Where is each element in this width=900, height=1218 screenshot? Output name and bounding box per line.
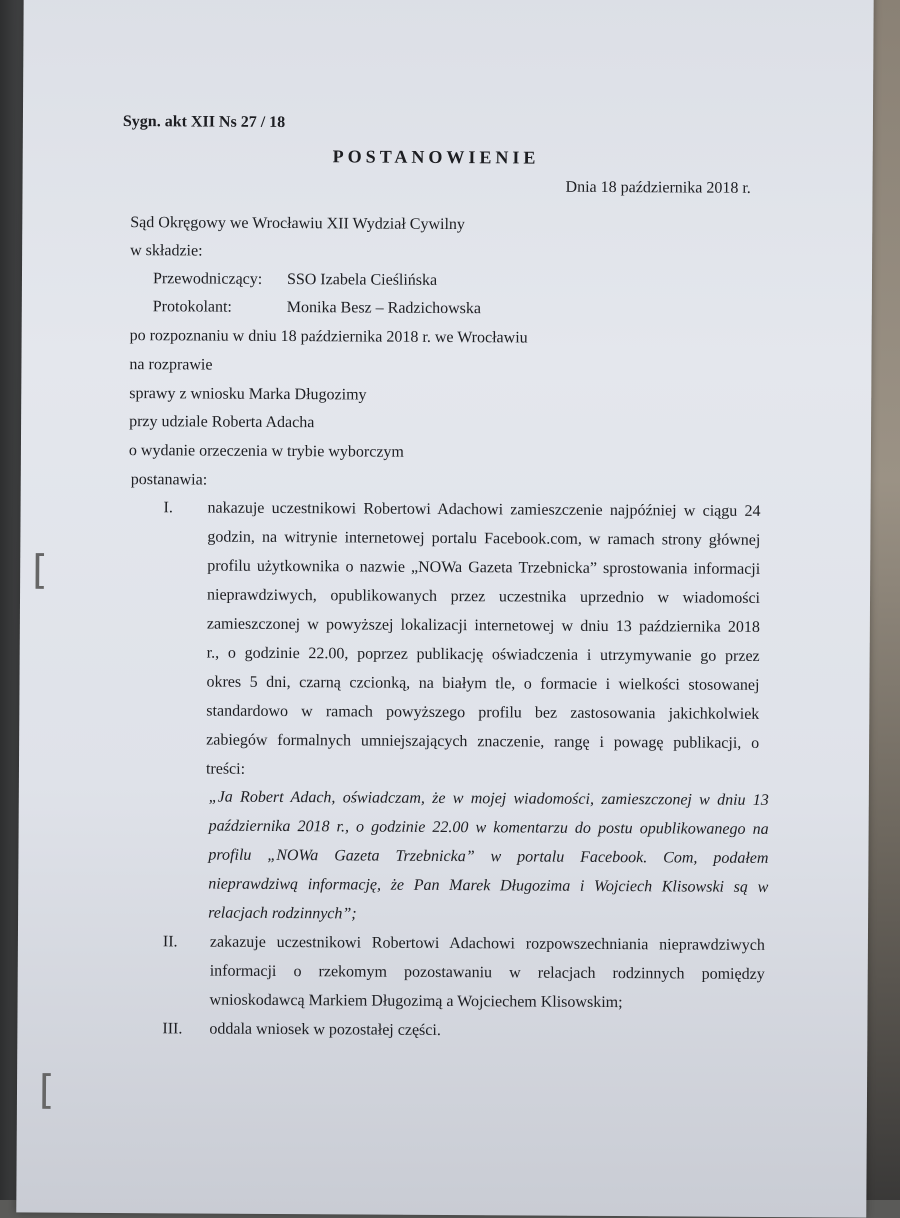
case-signature: Sygn. akt XII Ns 27 / 18: [122, 113, 286, 132]
quote-line: października 2018 r., o godzinie 22.00 w komentarzu do postu opublikowanego na: [208, 817, 769, 838]
clerk-name: Monika Besz – Radzichowska: [286, 299, 482, 318]
quote-line: „Ja Robert Adach, oświadczam, że w mojej wiadomości, zamieszczonej w dniu 13: [208, 788, 769, 809]
subject-line: o wydanie orzeczenia w trybie wyborczym: [128, 442, 404, 461]
point-1-line: nakazuje uczestnikowi Robertowi Adachowi zamieszczenie najpóźniej w ciągu 24: [207, 499, 761, 520]
point-2-number: II.: [162, 933, 178, 951]
margin-bracket-mark: [: [38, 1067, 55, 1114]
point-1-line: zabiegów formalnych umniejszających znaczenie, rangę i powagę publikacji, o: [206, 731, 760, 752]
point-1-line: okres 5 dni, czarną czcionką, na białym tle, o formacie i wielkości stosowanej: [206, 673, 760, 694]
document-date: Dnia 18 października 2018 r.: [565, 178, 751, 197]
court-name: Sąd Okręgowy we Wrocławiu XII Wydział Cywilny: [130, 214, 465, 234]
quote-line: nieprawdziwą informację, że Pan Marek Długozima i Wojciech Klisowski są w: [208, 875, 769, 896]
point-3-number: III.: [162, 1020, 183, 1038]
chair-label: Przewodniczący:: [152, 270, 263, 288]
point-1-line: profilu użytkownika o nazwie „NOWa Gazeta Trzebnicka” sprostowania informacji: [207, 557, 761, 578]
paper-sheet: [16, 0, 873, 1218]
point-1-line: nieprawdziwych, opublikowanych przez uczestnika uprzednio w wiadomości: [206, 586, 761, 607]
decides-label: postanawia:: [130, 471, 208, 489]
clerk-label: Protokolant:: [152, 298, 232, 316]
point-1-line: zamieszczonej w powyższej lokalizacji internetowej w dniu 13 października 2018: [206, 615, 760, 636]
point-3-text: oddala wniosek w pozostałej części.: [209, 1020, 441, 1039]
trial-line: na rozprawie: [129, 356, 213, 374]
document-title: POSTANOWIENIE: [332, 146, 540, 168]
quote-line: relacjach rodzinnych”;: [208, 904, 357, 923]
point-1-line: treści:: [205, 760, 246, 778]
participant-line: przy udziale Roberta Adacha: [129, 413, 315, 432]
point-2-line: wnioskodawcą Markiem Długozimą a Wojciechem Klisowskim;: [209, 991, 623, 1012]
point-2-line: zakazuje uczestnikowi Robertowi Adachowi rozpowszechniania nieprawdziwych: [209, 933, 765, 954]
point-1-number: I.: [163, 499, 173, 517]
point-2-line: informacji o rzekomym pozostawaniu w relacjach rodzinnych pomiędzy: [209, 962, 765, 983]
point-1-line: r., o godzinie 22.00, poprzez publikację oświadczenia i utrzymywanie go przez: [206, 644, 760, 665]
point-1-line: standardowo w ramach powyższego profilu bez zastosowania jakichkolwiek: [206, 702, 760, 723]
hearing-line: po rozpoznaniu w dniu 18 października 2018 r. we Wrocławiu: [129, 327, 528, 347]
quote-line: profilu „NOWa Gazeta Trzebnicka” w portalu Facebook. Com, podałem: [208, 846, 769, 867]
case-line: sprawy z wniosku Marka Długozimy: [129, 385, 367, 404]
composition-label: w składzie:: [130, 242, 203, 260]
margin-bracket-mark: [: [32, 547, 48, 594]
point-1-line: godzin, na witrynie internetowej portalu Facebook.com, w ramach strony głównej: [207, 528, 761, 549]
chair-name: SSO Izabela Cieślińska: [286, 271, 438, 289]
